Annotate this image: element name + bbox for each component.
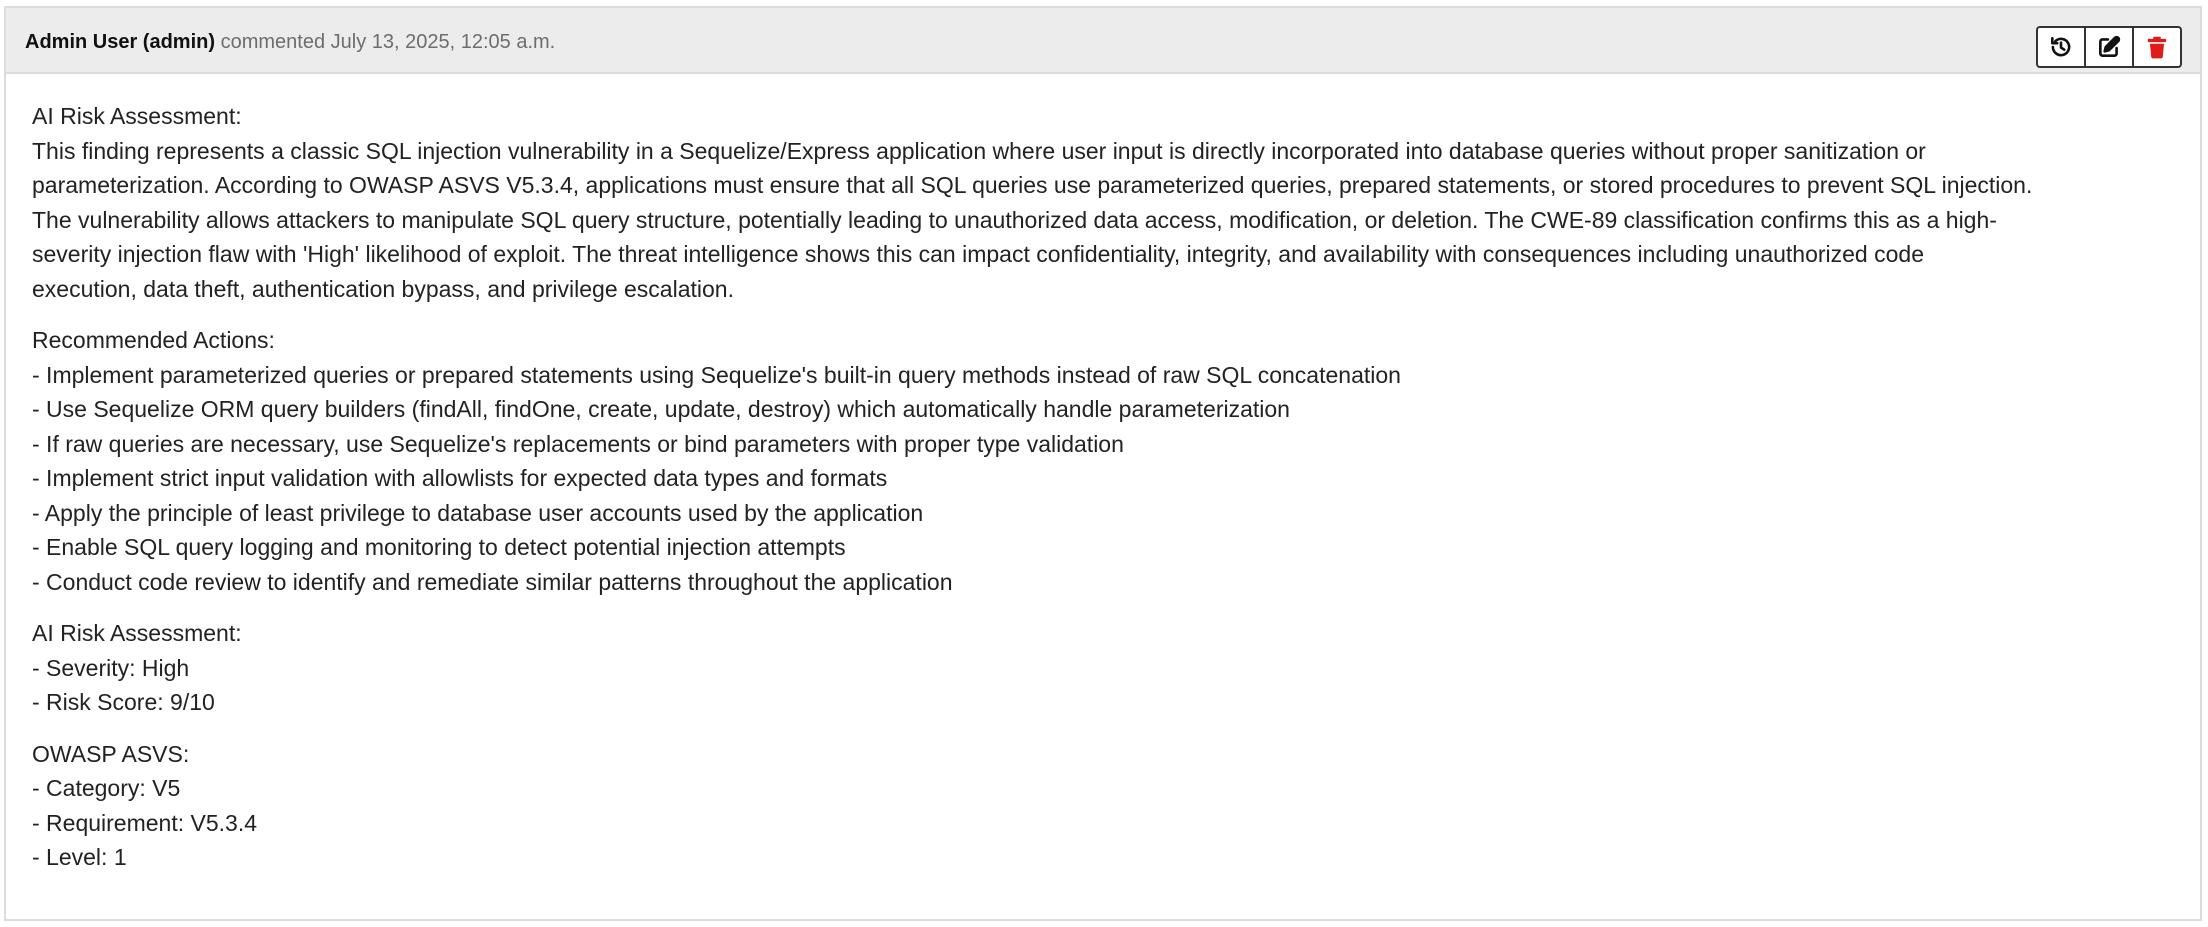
comment-actions bbox=[2036, 26, 2182, 68]
comment-byline bbox=[25, 30, 555, 54]
paragraph-line: OWASP ASVS: bbox=[32, 740, 190, 767]
paragraph-line: execution, data theft, authentication bypass, and privilege escalation. bbox=[32, 275, 734, 302]
paragraph-line: The vulnerability allows attackers to manipulate SQL query structure, potentially leading to unauthorized data access, modification, or deletion. The CWE-89 classification confirms this as a high- bbox=[32, 206, 1997, 233]
history-button[interactable] bbox=[2036, 26, 2086, 68]
paragraph-line: AI Risk Assessment: bbox=[32, 620, 242, 646]
paragraph-line: Recommended Actions: bbox=[32, 327, 275, 353]
edit-icon bbox=[2096, 34, 2122, 60]
comment-panel bbox=[4, 6, 2202, 921]
delete-button[interactable] bbox=[2132, 26, 2182, 68]
comment-timestamp: commented July 13, 2025, 12:05 a.m. bbox=[220, 31, 556, 53]
list-item: - Use Sequelize ORM query builders (findAll, findOne, create, update, destroy) which automatically handle parameterization bbox=[32, 396, 1290, 422]
paragraph-line: parameterization. According to OWASP ASVS V5.3.4, applications must ensure that all SQL queries use parameterized queries, prepared statements, or stored procedures to prevent SQL injection. bbox=[32, 172, 2033, 198]
comment-body bbox=[6, 74, 2200, 875]
history-icon bbox=[2048, 34, 2074, 60]
list-item: - Implement strict input validation with allowlists for expected data types and formats bbox=[32, 465, 888, 491]
list-item: - Requirement: V5.3.4 bbox=[32, 809, 258, 836]
list-item: - Severity: High bbox=[32, 654, 190, 681]
list-item: - Apply the principle of least privilege to database user accounts used by the application bbox=[32, 499, 924, 526]
list-item: - Implement parameterized queries or prepared statements using Sequelize's built-in query methods instead of raw SQL concatenation bbox=[32, 361, 1401, 388]
comment-paragraph-ai-assessment bbox=[32, 99, 2174, 306]
comment-author: Admin User (admin) bbox=[25, 31, 216, 53]
trash-icon bbox=[2144, 34, 2170, 60]
paragraph-line: severity injection flaw with 'High' likelihood of exploit. The threat intelligence shows this can impact confidentiality, integrity, and availability with consequences including unauthorized code bbox=[32, 241, 1924, 267]
list-item: - Enable SQL query logging and monitoring to detect potential injection attempts bbox=[32, 534, 846, 560]
list-item: - Risk Score: 9/10 bbox=[32, 689, 215, 715]
comment-header bbox=[6, 8, 2200, 74]
paragraph-line: AI Risk Assessment: bbox=[32, 103, 242, 129]
comment-paragraph-risk-summary bbox=[32, 616, 2174, 720]
paragraph-line: This finding represents a classic SQL injection vulnerability in a Sequelize/Express application where user input is directly incorporated into database queries without proper sanitization or bbox=[32, 137, 1926, 164]
comment-paragraph-recommended-actions bbox=[32, 323, 2174, 599]
list-item: - Conduct code review to identify and remediate similar patterns throughout the application bbox=[32, 568, 953, 595]
comment-paragraph-owasp-asvs bbox=[32, 737, 2174, 875]
list-item: - Category: V5 bbox=[32, 775, 181, 801]
list-item: - If raw queries are necessary, use Sequelize's replacements or bind parameters with proper type validation bbox=[32, 430, 1124, 457]
edit-button[interactable] bbox=[2084, 26, 2134, 68]
list-item: - Level: 1 bbox=[32, 844, 127, 870]
